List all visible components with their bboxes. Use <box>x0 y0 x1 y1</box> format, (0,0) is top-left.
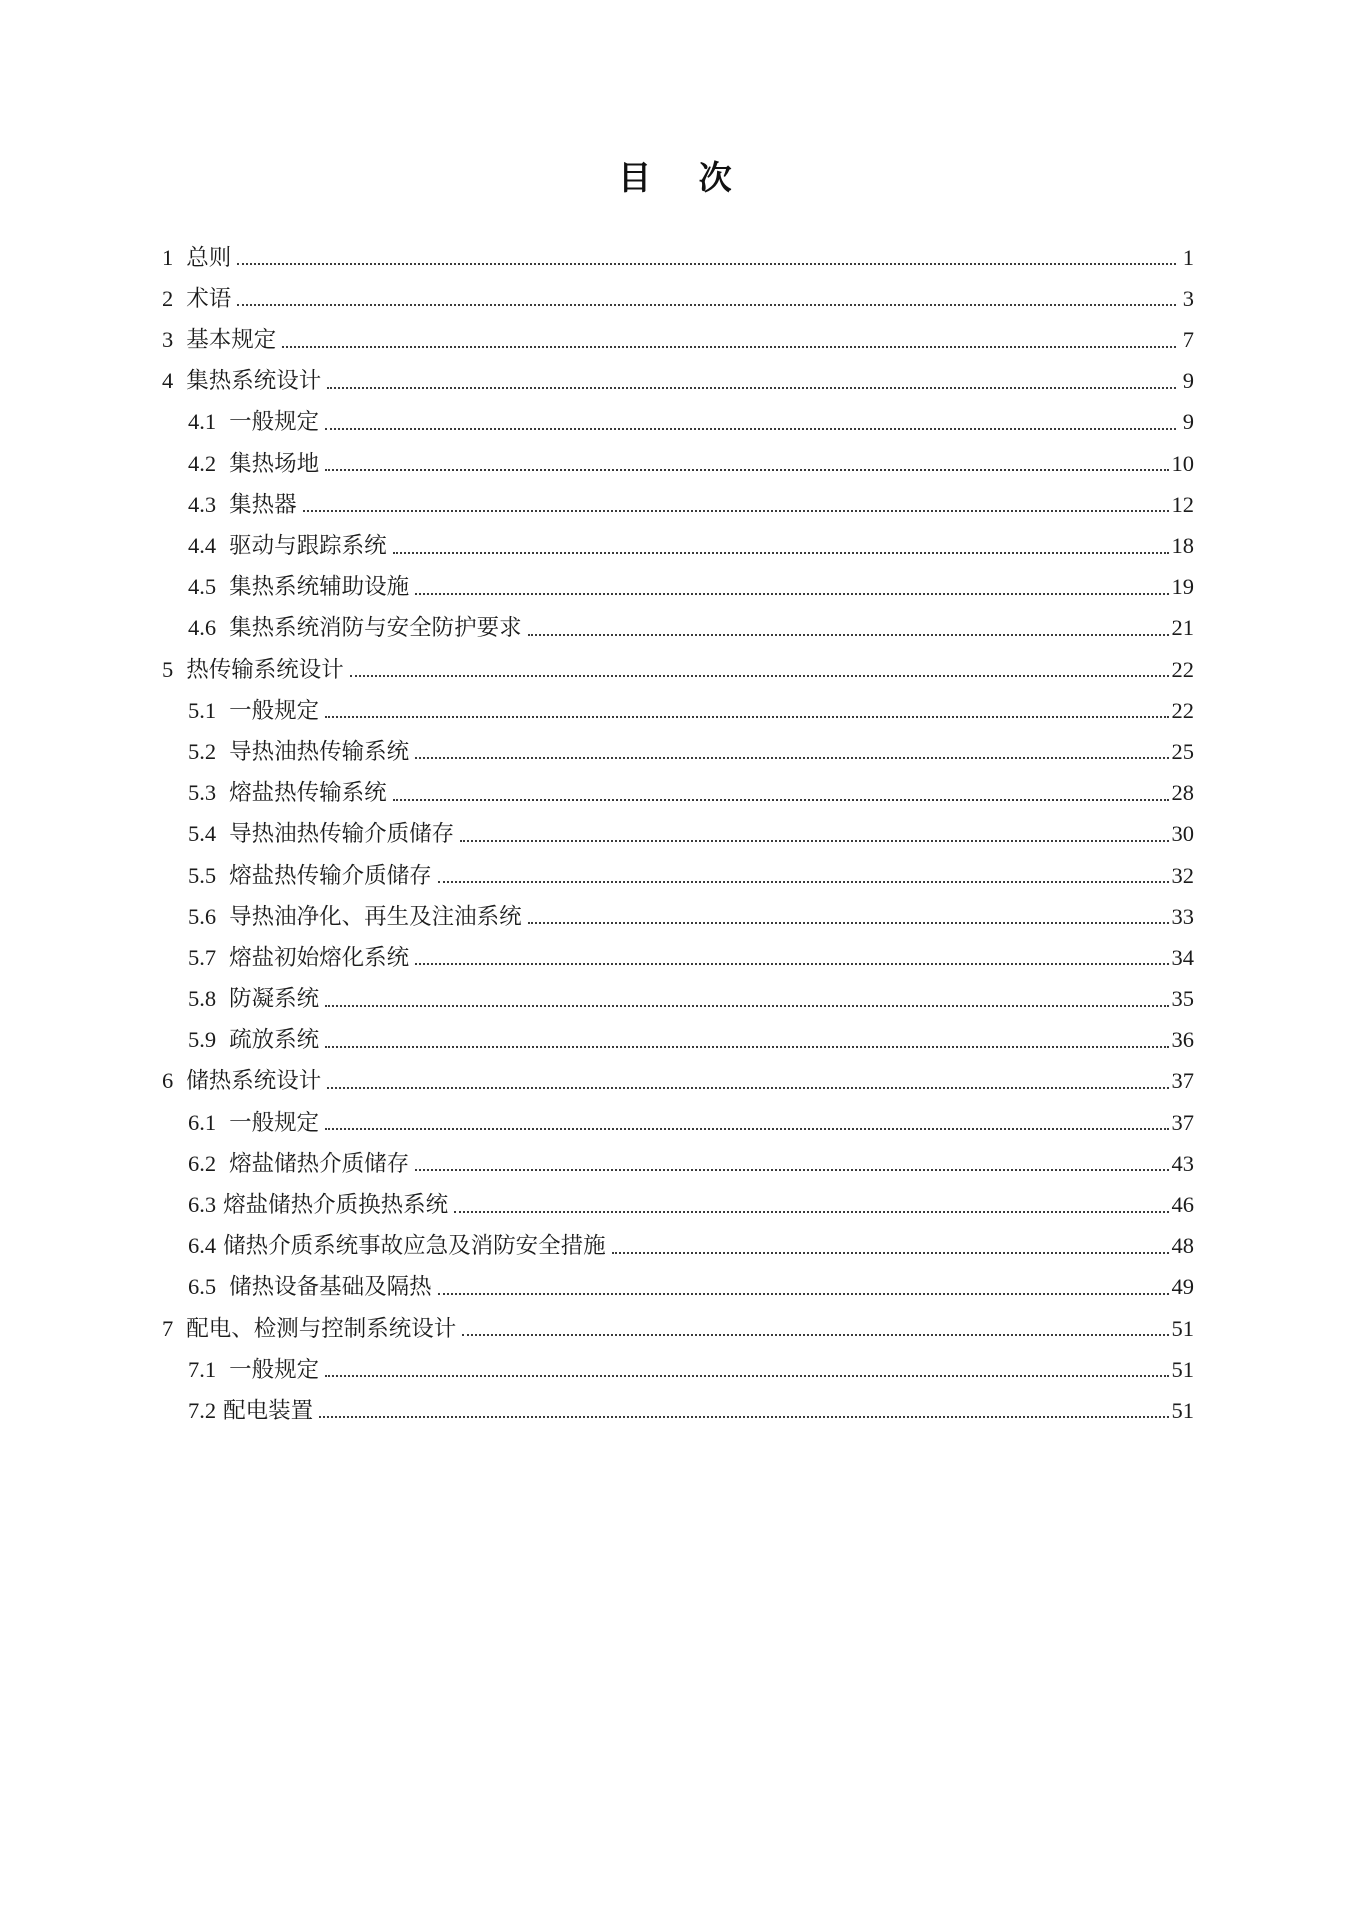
toc-entry-page-number: 35 <box>1171 986 1194 1012</box>
toc-entry-page-number: 25 <box>1171 738 1194 764</box>
toc-entry-page-number: 36 <box>1171 1027 1194 1053</box>
toc-entry-label: 导热油热传输系统 <box>229 738 410 764</box>
toc-entry-label: 总则 <box>186 244 232 270</box>
toc-entry-number: 5.4 <box>188 821 217 847</box>
toc-entry-page-number: 12 <box>1171 491 1194 517</box>
toc-entry[interactable] <box>162 805 1194 846</box>
toc-entry-page-number: 9 <box>1182 409 1194 435</box>
toc-entry[interactable] <box>162 475 1194 516</box>
toc-entry-number: 5.9 <box>188 1027 217 1053</box>
toc-entry-page-number: 19 <box>1171 574 1194 600</box>
toc-entry[interactable] <box>162 1134 1194 1175</box>
toc-entry-number: 1 <box>162 244 174 270</box>
toc-entry-number: 6.3 <box>188 1192 217 1217</box>
page-title: 目 次 <box>618 159 739 196</box>
toc-entry-page-number: 21 <box>1171 615 1194 641</box>
toc-leader-dots <box>612 1235 1169 1258</box>
toc-entry[interactable] <box>162 1175 1194 1216</box>
toc-leader-dots <box>438 1276 1169 1299</box>
toc-entry-label: 熔盐储热介质储存 <box>229 1150 410 1176</box>
toc-entry-page-number: 43 <box>1171 1150 1194 1176</box>
toc-leader-dots <box>528 906 1169 929</box>
toc-entry[interactable] <box>162 887 1194 928</box>
toc-entry-label: 配电装置 <box>223 1397 314 1423</box>
toc-entry[interactable] <box>162 969 1194 1010</box>
toc-entry-page-number: 51 <box>1171 1356 1194 1382</box>
toc-entry-page-number: 3 <box>1182 285 1194 311</box>
toc-entry-page-number: 33 <box>1171 903 1194 929</box>
toc-entry-label: 集热系统消防与安全防护要求 <box>229 615 522 641</box>
toc-entry[interactable] <box>162 1052 1194 1093</box>
toc-entry[interactable] <box>162 846 1194 887</box>
toc-leader-dots <box>460 823 1168 846</box>
toc-entry-label: 集热系统辅助设施 <box>229 574 410 600</box>
toc-entry-number: 6.4 <box>188 1233 217 1259</box>
toc-entry-label: 术语 <box>186 285 232 311</box>
toc-entry-page-number: 51 <box>1171 1315 1194 1341</box>
toc-leader-dots <box>319 1400 1168 1423</box>
toc-leader-dots <box>393 535 1169 558</box>
toc-entry-number: 6 <box>162 1068 174 1094</box>
toc-entry-label: 驱动与跟踪系统 <box>229 533 387 558</box>
toc-entry-number: 4 <box>162 368 174 394</box>
toc-leader-dots <box>454 1194 1168 1217</box>
toc-leader-dots <box>350 659 1169 682</box>
toc-entry-page-number: 34 <box>1171 944 1194 970</box>
toc-entry-page-number: 9 <box>1182 368 1194 394</box>
toc-entry[interactable] <box>162 1381 1194 1422</box>
toc-entry-label: 一般规定 <box>229 697 320 723</box>
toc-entry-number: 5.2 <box>188 738 217 764</box>
toc-entry-page-number: 32 <box>1171 862 1194 888</box>
toc-entry-label: 集热系统设计 <box>186 368 322 394</box>
toc-entry-number: 4.1 <box>188 409 217 435</box>
toc-entry-number: 6.1 <box>188 1109 217 1135</box>
toc-entry-label: 防凝系统 <box>229 986 320 1012</box>
toc-entry-label: 疏放系统 <box>229 1027 320 1053</box>
toc-entry-page-number: 51 <box>1171 1397 1194 1423</box>
toc-leader-dots <box>325 453 1168 476</box>
toc-entry-page-number: 37 <box>1171 1068 1194 1094</box>
toc-entry-page-number: 22 <box>1171 656 1194 682</box>
toc-leader-dots <box>325 411 1176 434</box>
toc-entry-number: 4.4 <box>188 533 217 558</box>
toc-entry-label: 一般规定 <box>229 1109 320 1135</box>
toc-entry[interactable] <box>162 516 1194 557</box>
toc-entry-label: 集热器 <box>229 491 297 517</box>
toc-leader-dots <box>325 1112 1168 1135</box>
toc-entry-number: 4.6 <box>188 615 217 641</box>
toc-entry-label: 热传输系统设计 <box>186 656 344 682</box>
toc-leader-dots <box>325 1359 1168 1382</box>
toc-leader-dots <box>438 865 1169 888</box>
toc-leader-dots <box>325 988 1168 1011</box>
toc-leader-dots <box>462 1318 1168 1341</box>
toc-entry-number: 7 <box>162 1315 174 1341</box>
toc-entry[interactable] <box>162 310 1194 351</box>
toc-entry-number: 5.1 <box>188 697 217 723</box>
toc-entry-label: 储热系统设计 <box>186 1068 322 1094</box>
toc-entry-page-number: 37 <box>1171 1109 1194 1135</box>
toc-entry-number: 4.3 <box>188 491 217 517</box>
toc-entry[interactable] <box>162 228 1194 269</box>
toc-leader-dots <box>325 700 1168 723</box>
toc-entry-label: 储热设备基础及隔热 <box>229 1274 432 1300</box>
toc-entry[interactable] <box>162 1093 1194 1134</box>
toc-entry[interactable] <box>162 1217 1194 1258</box>
toc-leader-dots <box>325 1029 1168 1052</box>
toc-entry[interactable] <box>162 393 1194 434</box>
toc-entry-label: 一般规定 <box>229 1356 320 1382</box>
toc-entry-number: 5.7 <box>188 944 217 970</box>
toc-entry-number: 6.2 <box>188 1150 217 1176</box>
toc-entry[interactable] <box>162 269 1194 310</box>
toc-leader-dots <box>237 247 1176 270</box>
toc-entry-label: 熔盐热传输系统 <box>229 780 387 806</box>
toc-entry-page-number: 1 <box>1182 244 1194 270</box>
toc-entry[interactable] <box>162 558 1194 599</box>
toc-entry-number: 5.5 <box>188 862 217 888</box>
toc-entry-number: 6.5 <box>188 1274 217 1300</box>
toc-entry-label: 储热介质系统事故应急及消防安全措施 <box>223 1233 606 1259</box>
table-of-contents <box>162 228 1194 1422</box>
toc-entry[interactable] <box>162 763 1194 804</box>
toc-entry-page-number: 28 <box>1171 780 1194 806</box>
toc-leader-dots <box>327 370 1176 393</box>
toc-entry-number: 4.2 <box>188 450 217 476</box>
toc-entry-label: 熔盐储热介质换热系统 <box>223 1192 449 1217</box>
toc-entry[interactable] <box>162 1011 1194 1052</box>
toc-entry-number: 5.8 <box>188 986 217 1012</box>
toc-entry-label: 导热油净化、再生及注油系统 <box>229 903 522 929</box>
toc-entry[interactable] <box>162 681 1194 722</box>
toc-entry-number: 5.3 <box>188 780 217 806</box>
toc-entry-label: 配电、检测与控制系统设计 <box>186 1315 457 1341</box>
toc-entry[interactable] <box>162 1299 1194 1340</box>
toc-entry-number: 7.1 <box>188 1356 217 1382</box>
toc-entry-page-number: 48 <box>1171 1233 1194 1259</box>
toc-entry-page-number: 49 <box>1171 1274 1194 1300</box>
toc-entry-page-number: 22 <box>1171 697 1194 723</box>
toc-entry[interactable] <box>162 352 1194 393</box>
toc-entry-label: 熔盐初始熔化系统 <box>229 944 410 970</box>
toc-entry-number: 7.2 <box>188 1397 217 1423</box>
toc-leader-dots <box>303 494 1169 517</box>
toc-leader-dots <box>282 329 1176 352</box>
toc-entry[interactable] <box>162 1340 1194 1381</box>
toc-entry-number: 5.6 <box>188 903 217 929</box>
toc-entry[interactable] <box>162 599 1194 640</box>
toc-leader-dots <box>528 617 1169 640</box>
toc-leader-dots <box>415 741 1168 764</box>
toc-entry-page-number: 30 <box>1171 821 1194 847</box>
toc-entry[interactable] <box>162 1258 1194 1299</box>
toc-entry-label: 集热场地 <box>229 450 320 476</box>
toc-leader-dots <box>415 1153 1168 1176</box>
toc-entry[interactable] <box>162 640 1194 681</box>
toc-entry-number: 3 <box>162 327 174 353</box>
toc-leader-dots <box>415 947 1168 970</box>
toc-entry-number: 5 <box>162 656 174 682</box>
toc-entry-number: 4.5 <box>188 574 217 600</box>
toc-entry-page-number: 18 <box>1171 533 1194 558</box>
toc-entry-page-number: 10 <box>1171 450 1194 476</box>
toc-entry-label: 导热油热传输介质储存 <box>229 821 455 847</box>
toc-entry[interactable] <box>162 722 1194 763</box>
toc-leader-dots <box>415 576 1168 599</box>
toc-leader-dots <box>393 782 1169 805</box>
toc-entry-page-number: 46 <box>1171 1192 1194 1217</box>
toc-entry-number: 2 <box>162 285 174 311</box>
toc-entry[interactable] <box>162 928 1194 969</box>
toc-entry-label: 一般规定 <box>229 409 320 435</box>
toc-leader-dots <box>327 1070 1168 1093</box>
toc-leader-dots <box>237 288 1176 311</box>
toc-entry-page-number: 7 <box>1182 327 1194 353</box>
toc-entry[interactable] <box>162 434 1194 475</box>
toc-entry-label: 熔盐热传输介质储存 <box>229 862 432 888</box>
toc-entry-label: 基本规定 <box>186 327 277 353</box>
